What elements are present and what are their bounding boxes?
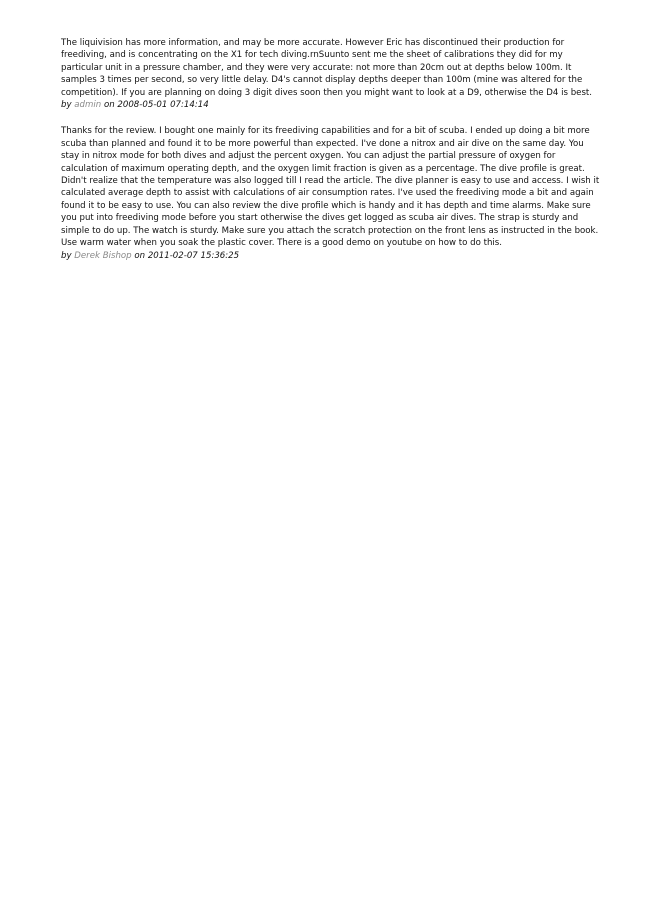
comment-author-link[interactable]: Derek Bishop <box>74 250 132 261</box>
comment-by-label: by <box>61 100 72 111</box>
comment-body: Thanks for the review. I bought one mainly for its freediving capabilities and for a bit of scuba. I ended up doing a bit more scuba than planned and found it to be more powerful than expected. I've done a nitrox and air dive on the same day. You stay in nitrox mode for both dives and adjust the percent oxygen. You can adjust the partial pressure of oxygen for calculation of maximum operating depth, and the oxygen limit fraction is given as a percentage. The dive profile is great. Didn't realize that the temperature was also logged till I read the article. The dive planner is easy to use and access. I wish it calculated average depth to assist with calculations of air consumption rates. I've used the freediving mode a bit and again found it to be easy to use. You can also review the dive profile which is handy and it has depth and time alarms. Make sure you put into freediving mode before you start otherwise the dives get logged as scuba air dives. The strap is sturdy and simple to do up. The watch is sturdy. Make sure you attach the scratch protection on the front lens as instructed in the book. Use warm water when you soak the plastic cover. There is a good demo on youtube on how to do this. <box>61 126 600 249</box>
comment-timestamp: 2011-02-07 15:36:25 <box>147 250 240 261</box>
comment-on-label: on <box>134 250 146 261</box>
comment-body: The liquivision has more information, and may be more accurate. However Eric has discontinued their production for freediving, and is concentrating on the X1 for tech diving.rnSuunto sent me the sheet of calibrations they did for my particular unit in a pressure chamber, and they were very accurate: not more than 20cm out at depths below 100m. It samples 3 times per second, so very little delay. D4's cannot display depths deeper than 100m (mine was altered for the competition). If you are planning on doing 3 digit dives soon then you might want to look at a D9, otherwise the D4 is best. <box>61 38 593 98</box>
comment-timestamp: 2008-05-01 07:14:14 <box>117 100 209 111</box>
comment-by-label: by <box>61 250 72 261</box>
comment-meta <box>61 250 601 262</box>
comments-list <box>61 37 601 276</box>
comment-on-label: on <box>103 100 115 111</box>
comment-item <box>61 37 601 111</box>
comment-item <box>61 125 601 261</box>
comment-author-link[interactable]: admin <box>74 100 102 111</box>
comment-meta <box>61 99 601 111</box>
